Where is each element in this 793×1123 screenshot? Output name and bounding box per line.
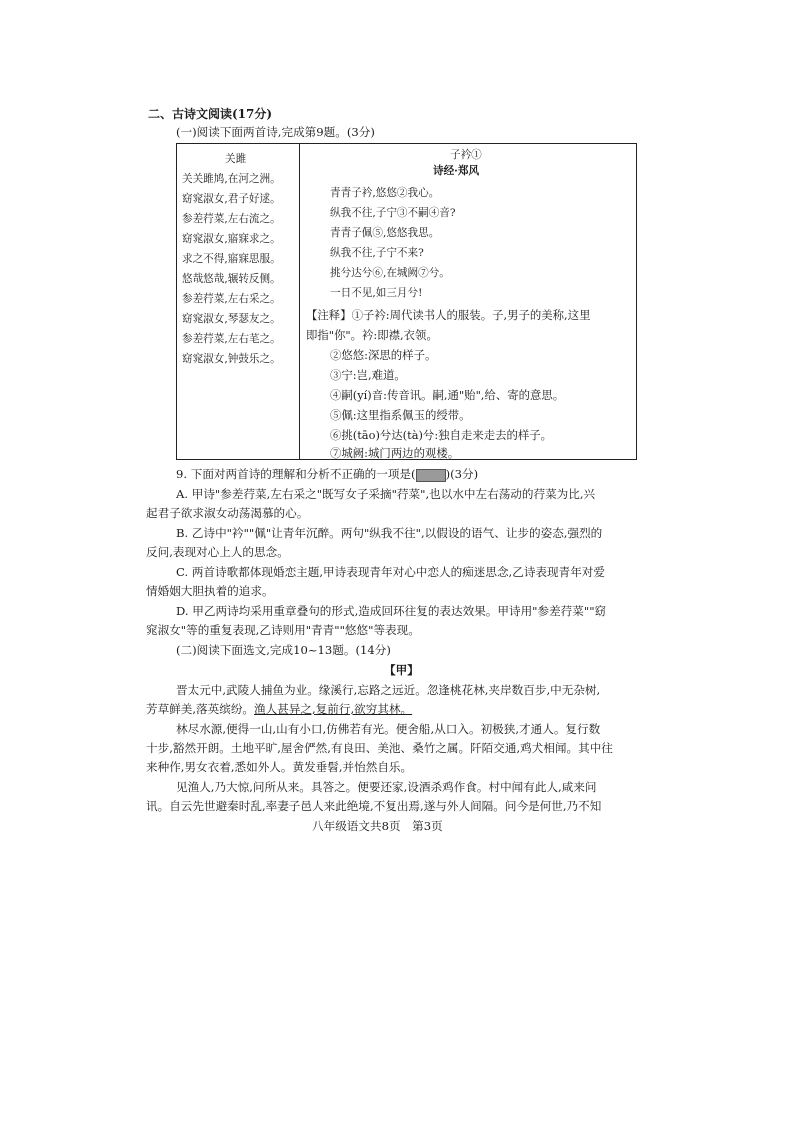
poem1-cell [177,144,300,460]
poem2-line: 挑兮达兮⑥,在城阙⑦兮。 [330,267,450,279]
option-d-line1: D. 甲乙两诗均采用重章叠句的形式,造成回环往复的表达效果。甲诗用"参差荇菜""窈 [176,604,607,618]
poem1-line: 窈窕淑女,寤寐求之。 [182,233,281,245]
passage-line: 十步,豁然开朗。土地平旷,屋舍俨然,有良田、美池、桑竹之属。阡陌交通,鸡犬相闻。其中往 [146,741,613,755]
option-d-line2: 窕淑女"等的重复表现,乙诗则用"青青""悠悠"等表现。 [146,623,420,637]
poem1-line: 参差荇菜,左右流之。 [182,213,281,225]
poem2-note: ⑦城阙:城门两边的观楼。 [330,446,460,460]
passage-line: 见渔人,乃大惊,问所从来。具答之。便要还家,设酒杀鸡作食。村中闻有此人,咸来问 [176,780,597,794]
poem2-cell [300,144,637,460]
section-title: 二、古诗文阅读(17分) [148,107,273,121]
poem2-line: 青青子佩⑤,悠悠我思。 [330,227,440,239]
poems-table [176,143,637,460]
poem1-line: 悠哉悠哉,辗转反侧。 [182,273,281,285]
poem2-note: ②悠悠:深思的样子。 [330,348,437,362]
poem1-line: 求之不得,寤寐思服。 [182,253,281,265]
part2-intro: (二)阅读下面选文,完成10~13题。(14分) [176,643,391,657]
poem1-line: 窈窕淑女,钟鼓乐之。 [182,353,281,365]
passage-line [146,701,412,717]
poem2-note: 【注释】①子衿:周代读书人的服装。子,男子的美称,这里 [306,308,591,322]
poem1-title: 关雎 [225,153,247,165]
option-b-line2: 反问,表现对心上人的思念。 [146,545,289,559]
poem2-note: ④嗣(yí)音:传音讯。嗣,通"贻",给、寄的意思。 [330,388,565,402]
part1-intro: (一)阅读下面两首诗,完成第9题。(3分) [176,125,375,139]
option-b-line1: B. 乙诗中"衿""佩"让青年沉醉。两句"纵我不往",以假设的语气、让步的姿态,强烈的 [176,526,603,540]
passage-line: 林尽水源,便得一山,山有小口,仿佛若有光。便舍船,从口入。初极狭,才通人。复行数 [176,722,601,736]
passage-line: 晋太元中,武陵人捕鱼为业。缘溪行,忘路之远近。忽逢桃花林,夹岸数百步,中无杂树, [176,683,601,697]
page-footer: 八年级语文共8页 第3页 [312,819,443,833]
option-c-line1: C. 两首诗歌都体现婚恋主题,甲诗表现青年对心中恋人的痴迷思念,乙诗表现青年对爱 [176,565,605,579]
poem2-line: 一日不见,如三月兮! [330,287,423,299]
poem1-line: 参差荇菜,左右芼之。 [182,333,281,345]
poem2-note: 即指"你"。衿:即襟,衣领。 [306,328,438,342]
poem1-line: 窈窕淑女,琴瑟友之。 [182,313,281,325]
poem2-note: ⑤佩:这里指系佩玉的绶带。 [330,408,471,422]
poem2-note: ③宁:岂,难道。 [330,368,406,382]
question9-score: )(3分) [445,467,479,481]
option-c-line2: 情婚姻大胆执着的追求。 [146,584,274,598]
passage-line: 来种作,男女衣着,悉如外人。黄发垂髫,并怡然自乐。 [146,760,413,774]
question9-stem [176,466,478,482]
poem2-source: 诗经·郑风 [433,165,480,177]
poem1-line: 关关雎鸠,在河之洲。 [182,173,281,185]
poem2-title: 子衿① [450,149,482,161]
poem2-line: 青青子衿,悠悠②我心。 [330,187,440,199]
option-a-line1: A. 甲诗"参差荇菜,左右采之"既写女子采摘"荇菜",也以水中左右荡动的荇菜为比,兴 [176,487,596,501]
underlined-sentence: 渔人甚异之,复前行,欲穷其林。 [254,702,413,716]
poem1-line: 参差荇菜,左右采之。 [182,293,281,305]
poem2-note: ⑥挑(tāo)兮达(tà)兮:独自走来走去的样子。 [330,428,553,442]
passage-label: 【甲】 [384,663,419,677]
poem2-line: 纵我不往,子宁不来? [330,247,424,259]
passage-text: 芳草鲜美,落英缤纷。 [146,702,255,716]
poem1-line: 窈窕淑女,君子好逑。 [182,193,281,205]
poem2-line: 纵我不往,子宁③不嗣④音? [330,207,456,219]
passage-line: 讯。自云先世避秦时乱,率妻子邑人来此绝境,不复出焉,遂与外人间隔。问今是何世,乃不知 [146,799,602,813]
answer-blank[interactable] [416,469,446,482]
question9-stem-text: 9. 下面对两首诗的理解和分析不正确的一项是( [176,467,416,481]
option-a-line2: 起君子欲求淑女动荡渴慕的心。 [146,506,309,520]
